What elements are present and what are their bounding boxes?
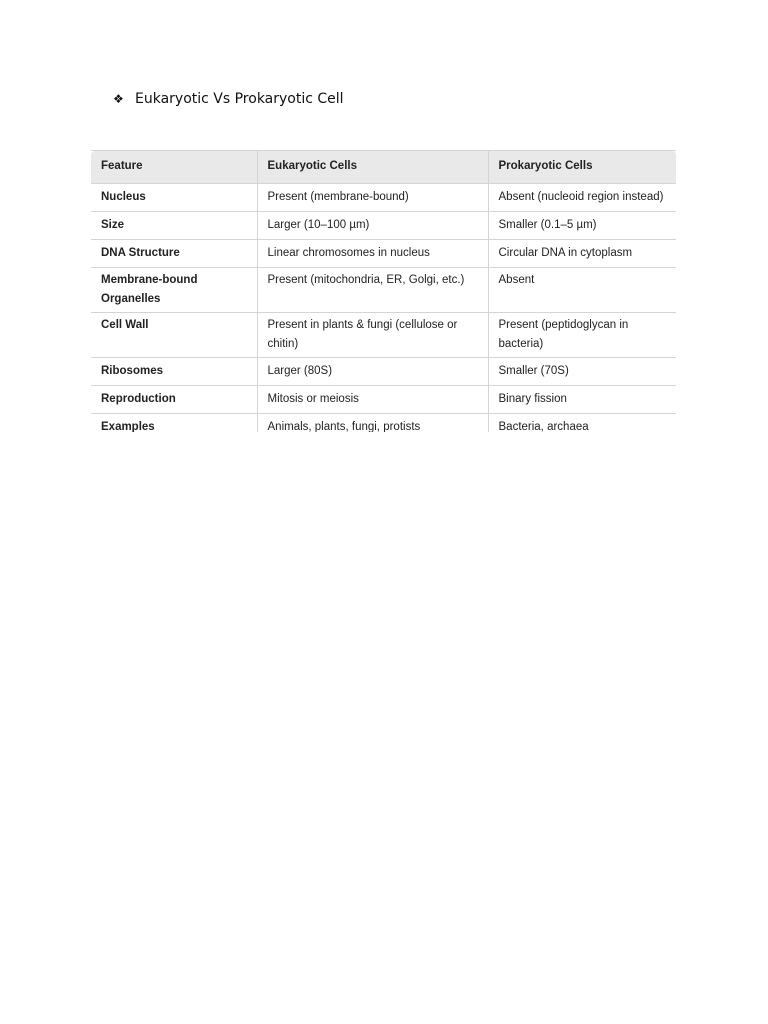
feature-cell: Membrane-bound Organelles: [91, 268, 257, 313]
feature-cell: Reproduction: [91, 386, 257, 414]
table-row: [91, 358, 676, 386]
feature-cell: DNA Structure: [91, 240, 257, 268]
eukaryotic-cell: Animals, plants, fungi, protists: [257, 414, 488, 433]
eukaryotic-cell: Present (membrane-bound): [257, 184, 488, 212]
prokaryotic-cell: Bacteria, archaea: [488, 414, 676, 433]
diamond-bullet-icon: ❖: [113, 92, 124, 106]
table-row: [91, 313, 676, 358]
prokaryotic-cell: Absent: [488, 268, 676, 313]
heading-text: Eukaryotic Vs Prokaryotic Cell: [135, 91, 344, 107]
comparison-table: [91, 150, 676, 432]
header-prokaryotic: Prokaryotic Cells: [488, 151, 676, 184]
table-header-row: [91, 151, 676, 184]
eukaryotic-cell: Larger (80S): [257, 358, 488, 386]
feature-cell: Nucleus: [91, 184, 257, 212]
prokaryotic-cell: Absent (nucleoid region instead): [488, 184, 676, 212]
eukaryotic-cell: Larger (10–100 µm): [257, 212, 488, 240]
eukaryotic-cell: Present (mitochondria, ER, Golgi, etc.): [257, 268, 488, 313]
eukaryotic-cell: Linear chromosomes in nucleus: [257, 240, 488, 268]
header-eukaryotic: Eukaryotic Cells: [257, 151, 488, 184]
feature-cell: Cell Wall: [91, 313, 257, 358]
table-row: [91, 414, 676, 433]
feature-cell: Examples: [91, 414, 257, 433]
table-row: [91, 240, 676, 268]
feature-cell: Ribosomes: [91, 358, 257, 386]
header-feature: Feature: [91, 151, 257, 184]
table-row: [91, 268, 676, 313]
feature-cell: Size: [91, 212, 257, 240]
eukaryotic-cell: Mitosis or meiosis: [257, 386, 488, 414]
comparison-table-image: [91, 150, 676, 432]
prokaryotic-cell: Smaller (0.1–5 µm): [488, 212, 676, 240]
page-heading: [113, 91, 344, 107]
table-row: [91, 386, 676, 414]
prokaryotic-cell: Circular DNA in cytoplasm: [488, 240, 676, 268]
prokaryotic-cell: Smaller (70S): [488, 358, 676, 386]
table-row: [91, 212, 676, 240]
table-row: [91, 184, 676, 212]
prokaryotic-cell: Binary fission: [488, 386, 676, 414]
eukaryotic-cell: Present in plants & fungi (cellulose or chitin): [257, 313, 488, 358]
prokaryotic-cell: Present (peptidoglycan in bacteria): [488, 313, 676, 358]
